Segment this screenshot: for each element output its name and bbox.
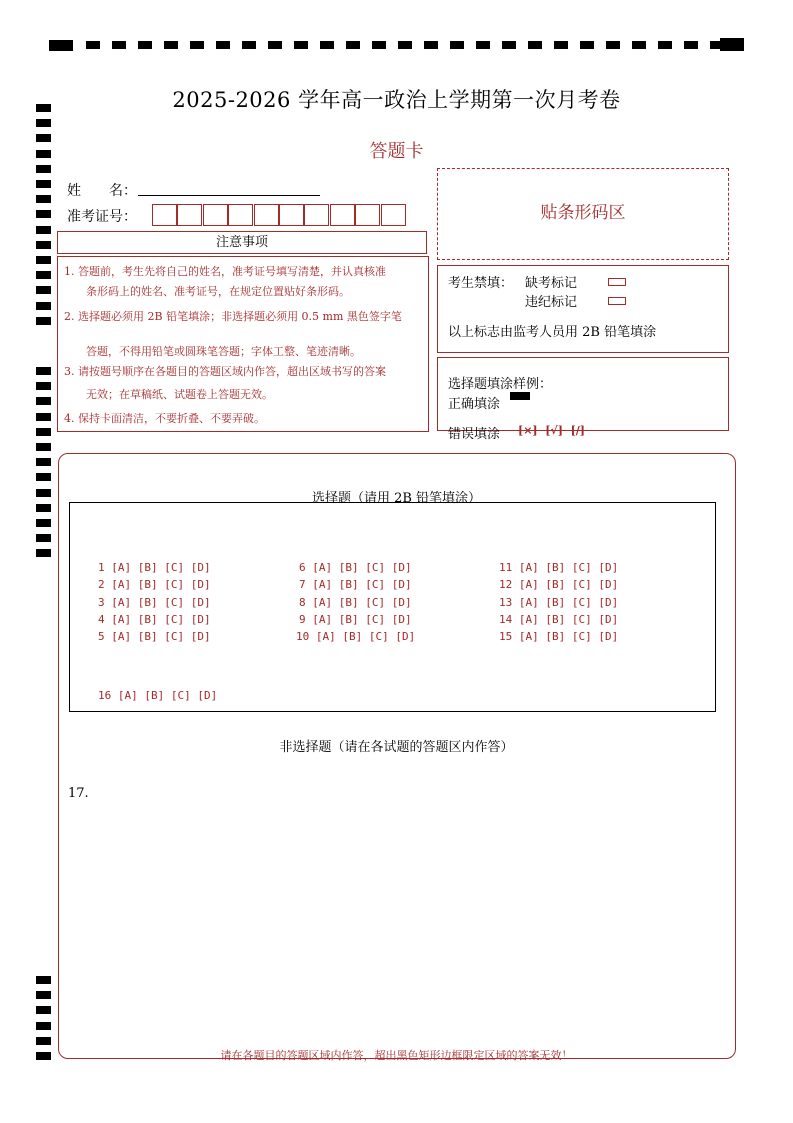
timing-mark [36,180,51,188]
timing-mark [632,41,646,49]
footer-warning: 请在各题目的答题区域内作答，超出黑色矩形边框限定区域的答案无效！ [220,1049,573,1062]
timing-mark [164,41,178,49]
timing-mark [36,195,51,203]
mc-question-11[interactable]: 11 [A] [B] [C] [D] [499,561,619,574]
timing-mark [398,41,412,49]
timing-mark [112,41,126,49]
page-title: 2025-2026 学年高一政治上学期第一次月考卷 [172,88,621,112]
wrong-fill-label: 错误填涂 [448,427,501,442]
exam-id-digit-box[interactable] [279,204,304,226]
timing-mark [36,1006,51,1014]
timing-mark [346,41,360,49]
timing-mark [36,549,51,557]
notice-line: 条形码上的姓名、准考证号，在规定位置贴好条形码。 [64,285,350,298]
timing-mark [554,41,568,49]
timing-mark [36,534,51,542]
name-label: 姓 名： [67,183,137,199]
timing-mark [36,317,51,325]
notice-line: 2. 选择题必须用 2B 铅笔填涂；非选择题必须用 0.5 mm 黑色签字笔 [64,310,402,323]
timing-mark [36,473,51,481]
timing-mark [476,41,490,49]
mc-question-9[interactable]: 9 [A] [B] [C] [D] [299,613,412,626]
timing-mark [36,226,51,234]
timing-mark [320,41,334,49]
timing-mark [268,41,282,49]
mc-question-15[interactable]: 15 [A] [B] [C] [D] [499,630,619,643]
notice-panel [57,256,429,432]
exam-id-digit-box[interactable] [177,204,202,226]
timing-mark [86,41,100,49]
exam-id-digit-box[interactable] [203,204,228,226]
question-17-label: 17. [68,786,89,801]
forbidden-label: 考生禁填： [448,276,514,291]
timing-mark [36,976,51,984]
mc-question-3[interactable]: 3 [A] [B] [C] [D] [98,596,211,609]
timing-mark [36,991,51,999]
timing-mark [36,397,51,405]
timing-mark [450,41,464,49]
mc-question-8[interactable]: 8 [A] [B] [C] [D] [299,596,412,609]
mc-question-1[interactable]: 1 [A] [B] [C] [D] [98,561,211,574]
notice-line: 答题，不得用铅笔或圆珠笔答题；字体工整、笔迹清晰。 [64,345,361,358]
timing-mark [216,41,230,49]
name-field[interactable] [138,194,320,196]
timing-mark [36,1037,51,1045]
timing-mark [424,41,438,49]
timing-mark [36,302,51,310]
timing-mark [36,256,51,264]
timing-mark [36,428,51,436]
timing-mark [528,41,542,49]
fill-sample-title: 选择题填涂样例： [448,377,553,392]
wrong-fill-marks: [×] [√] [/] [518,424,586,437]
exam-id-digit-box[interactable] [381,204,406,226]
timing-mark [242,41,256,49]
notice-heading: 注意事项 [57,231,427,254]
timing-mark [36,241,51,249]
timing-mark [502,41,516,49]
timing-mark [36,458,51,466]
mc-question-10[interactable]: 10 [A] [B] [C] [D] [296,630,416,643]
violation-label: 违纪标记 [525,295,578,310]
exam-id-digit-box[interactable] [355,204,380,226]
mc-question-5[interactable]: 5 [A] [B] [C] [D] [98,630,211,643]
mc-question-14[interactable]: 14 [A] [B] [C] [D] [499,613,619,626]
exam-id-digit-box[interactable] [228,204,253,226]
timing-mark [190,41,204,49]
timing-mark [580,41,594,49]
exam-id-label: 准考证号： [67,209,137,225]
timing-mark [36,382,51,390]
timing-mark [36,119,51,127]
exam-id-digit-box[interactable] [254,204,279,226]
question-17-answer-area[interactable] [95,780,715,1035]
mc-question-4[interactable]: 4 [A] [B] [C] [D] [98,613,211,626]
timing-mark [36,1022,51,1030]
timing-mark [36,443,51,451]
timing-mark [138,41,152,49]
timing-mark [36,413,51,421]
exam-id-digit-box[interactable] [330,204,355,226]
timing-mark [36,286,51,294]
absent-checkbox[interactable] [608,278,626,286]
correct-fill-label: 正确填涂 [448,397,501,412]
notice-line: 无效；在草稿纸、试题卷上答题无效。 [64,388,273,401]
timing-mark [36,271,51,279]
timing-mark [658,41,672,49]
exam-id-digit-box[interactable] [152,204,177,226]
exam-id-digit-box[interactable] [304,204,329,226]
forbidden-panel [437,265,729,353]
mc-question-16[interactable]: 16 [A] [B] [C] [D] [98,689,218,702]
timing-mark [36,210,51,218]
timing-mark-top-right [720,38,744,51]
barcode-area: 贴条形码区 [437,168,729,260]
notice-line: 3. 请按题号顺序在各题目的答题区域内作答，超出区域书写的答案 [64,365,386,378]
notice-line: 4. 保持卡面清洁，不要折叠、不要弄破。 [64,412,265,425]
timing-mark [294,41,308,49]
timing-mark [684,41,698,49]
timing-mark-top-left [49,40,73,51]
mc-section-title: 选择题（请用 2B 铅笔填涂） [311,491,482,506]
notice-line: 1. 答题前，考生先将自己的姓名，准考证号填写清楚，并认真核准 [64,265,386,278]
timing-mark [36,519,51,527]
mc-question-13[interactable]: 13 [A] [B] [C] [D] [499,596,619,609]
timing-mark [606,41,620,49]
timing-mark [36,367,51,375]
timing-mark [36,165,51,173]
mc-question-7[interactable]: 7 [A] [B] [C] [D] [299,578,412,591]
mc-question-6[interactable]: 6 [A] [B] [C] [D] [299,561,412,574]
answer-card-subtitle: 答题卡 [369,141,424,162]
forbidden-note: 以上标志由监考人员用 2B 铅笔填涂 [448,325,657,340]
mc-question-2[interactable]: 2 [A] [B] [C] [D] [98,578,211,591]
correct-fill-mark [510,392,530,400]
timing-mark [372,41,386,49]
violation-checkbox[interactable] [608,297,626,305]
absent-label: 缺考标记 [525,276,578,291]
fill-sample-panel [437,357,729,442]
mc-question-12[interactable]: 12 [A] [B] [C] [D] [499,578,619,591]
nonmc-section-title: 非选择题（请在各试题的答题区内作答） [279,740,514,755]
